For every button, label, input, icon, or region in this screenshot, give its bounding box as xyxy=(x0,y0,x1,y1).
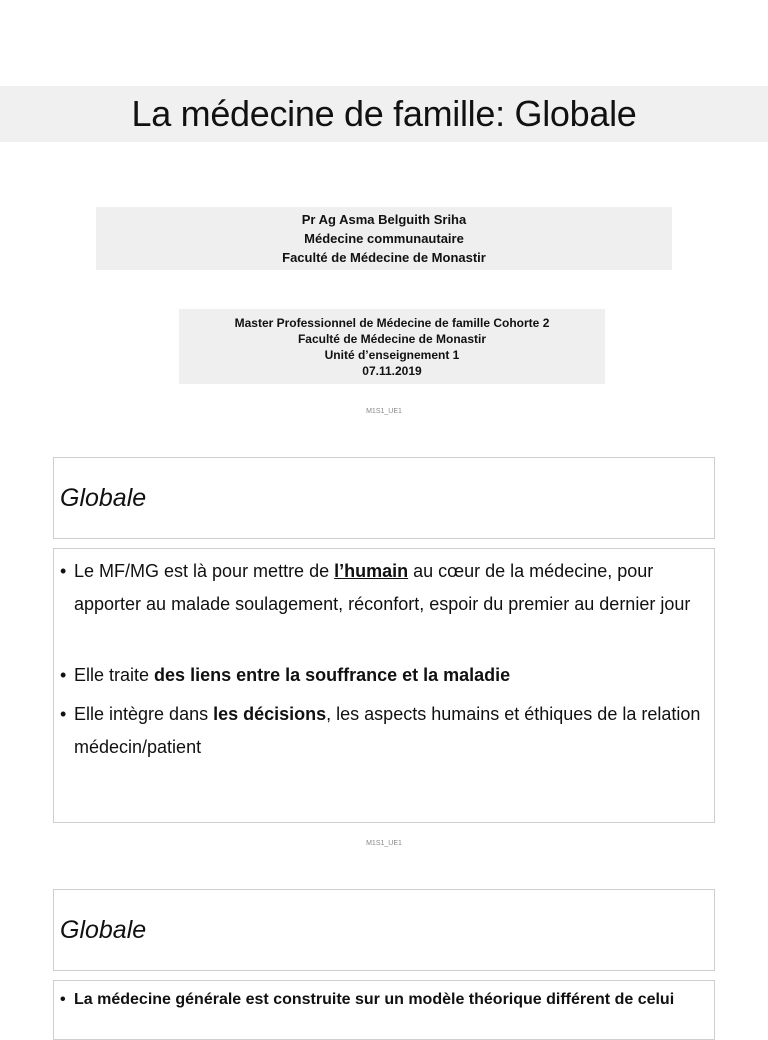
bullet-emphasis: les décisions xyxy=(213,704,327,724)
bullet-text: , les aspects humains et éthiques de la relation médecin/patient xyxy=(74,704,701,757)
title-band xyxy=(0,86,768,142)
course-date: 07.11.2019 xyxy=(362,363,422,378)
bullet-emphasis: l’humain xyxy=(334,561,409,581)
bullet-item xyxy=(60,659,702,692)
author-department: Médecine communautaire xyxy=(304,231,464,246)
slide-body-box xyxy=(53,548,715,823)
course-unit: Unité d’enseignement 1 xyxy=(324,347,460,362)
bullet-item xyxy=(60,555,702,621)
slide-body-box xyxy=(53,980,715,1040)
slide-footer-code: M1S1_UE1 xyxy=(366,840,402,847)
bullet-text: Elle traite xyxy=(74,665,155,685)
slide-heading: Globale xyxy=(60,483,147,512)
bullet-text: La médecine générale est construite sur un modèle théorique différent de celui xyxy=(74,991,675,1008)
slide-heading: Globale xyxy=(60,915,147,944)
slide-heading-box xyxy=(53,889,715,971)
author-faculty: Faculté de Médecine de Monastir xyxy=(282,250,486,265)
slide-footer-code: M1S1_UE1 xyxy=(366,408,402,415)
author-box xyxy=(96,207,672,270)
bullet-text: Elle intègre dans xyxy=(74,704,214,724)
course-program: Master Professionnel de Médecine de famille Cohorte 2 xyxy=(234,315,550,330)
slide-title: La médecine de famille: Globale xyxy=(131,93,637,134)
bullet-item xyxy=(60,985,702,1015)
course-box xyxy=(179,309,605,384)
bullet-item xyxy=(60,698,702,764)
bullet-text: au cœur de la médecine, pour apporter au malade soulagement, réconfort, espoir du premier au dernier jour xyxy=(74,561,691,614)
slide-heading-box xyxy=(53,457,715,539)
author-name: Pr Ag Asma Belguith Sriha xyxy=(301,212,467,227)
course-faculty: Faculté de Médecine de Monastir xyxy=(297,331,487,346)
bullet-emphasis: des liens entre la souffrance et la maladie xyxy=(154,665,511,685)
bullet-text: Le MF/MG est là pour mettre de xyxy=(74,561,335,581)
